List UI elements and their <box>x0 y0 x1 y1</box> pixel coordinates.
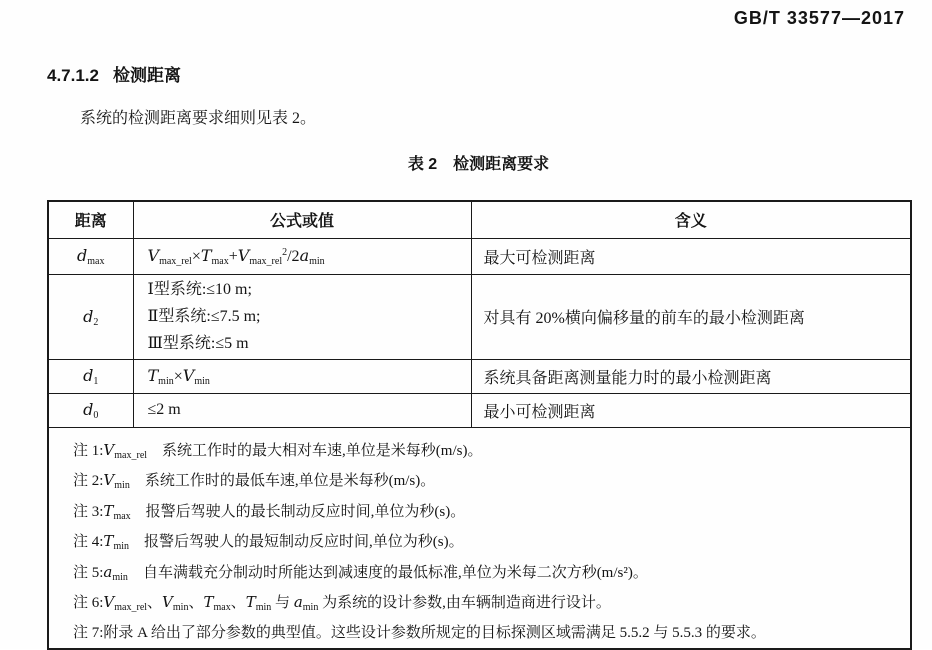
meaning-cell: 系统具备距离测量能力时的最小检测距离 <box>471 359 911 393</box>
note-line-1: 注 $1:V_{max\_rel}$ 系统工作时的最大相对车速,单位是米每秒(m/s)。 <box>73 440 483 461</box>
section-number: 4.7.1.2 <box>47 66 99 85</box>
table-row-d1 <box>48 359 911 393</box>
formula-cell: $T_{min}\times V_{min}$ <box>133 359 471 393</box>
formula-line-type3: Ⅲ型系统:≤5 m <box>147 335 249 352</box>
table-header-row <box>48 201 911 238</box>
distance-cell: $d_{max}$ <box>48 238 133 274</box>
formula-cell <box>133 274 471 359</box>
distance-cell: $d_2$ <box>48 274 133 359</box>
column-header-formula: 公式或值 <box>133 201 471 238</box>
formula-cell: $V_{max\_rel}\times T_{max}+V_{max\_rel}^2/2a_{min}$ <box>133 238 471 274</box>
meaning-cell: 最大可检测距离 <box>471 238 911 274</box>
column-header-meaning: 含义 <box>471 201 911 238</box>
meaning-cell: 最小可检测距离 <box>471 393 911 427</box>
note-line-2: 注 $2:V_{min}$ 系统工作时的最低车速,单位是米每秒(m/s)。 <box>73 471 436 491</box>
detection-distance-table <box>47 200 912 650</box>
table-row-d2 <box>48 274 911 359</box>
distance-cell: $d_0$ <box>48 393 133 427</box>
table-notes-row <box>48 427 911 649</box>
table-caption: 表 2 检测距离要求 <box>407 156 550 173</box>
doc-number: GB/T 33577—2017 <box>733 8 905 28</box>
notes-cell <box>48 427 911 649</box>
formula-cell: ≤2 m <box>133 393 471 427</box>
formula-line-type2: Ⅱ型系统:≤7.5 m; <box>147 308 261 325</box>
distance-cell: $d_1$ <box>48 359 133 393</box>
meaning-cell: 对具有 20%横向偏移量的前车的最小检测距离 <box>471 274 911 359</box>
section-heading <box>47 61 181 86</box>
formula-line-type1: Ⅰ型系统:≤10 m; <box>147 281 252 298</box>
table-row-dmax <box>48 238 911 274</box>
note-line-3: 注 $3:T_{max}$ 报警后驾驶人的最长制动反应时间,单位为秒(s)。 <box>73 501 466 522</box>
note-line-4: 注 $4:T_{min}$ 报警后驾驶人的最短制动反应时间,单位为秒(s)。 <box>73 532 464 552</box>
note-line-6: 注 $6:V_{max\_rel}$、$V_{min}$、$T_{max}$、$T_{min}$ 与 $a_{min}$ 为系统的设计参数,由车辆制造商进行设计。 <box>73 593 611 613</box>
note-line-7: 注 7:附录 A 给出了部分参数的典型值。这些设计参数所规定的目标探测区域需满足 5.5.2 与 5.5.3 的要求。 <box>73 624 766 641</box>
column-header-distance: 距离 <box>48 201 133 238</box>
intro-paragraph: 系统的检测距离要求细则见表 2。 <box>80 110 317 127</box>
table-row-d0 <box>48 393 911 427</box>
note-line-5: 注 $5:a_{min}$ 自车满载充分制动时所能达到减速度的最低标准,单位为米每二次方秒(m/s²)。 <box>73 562 648 583</box>
section-title: 检测距离 <box>113 66 181 85</box>
